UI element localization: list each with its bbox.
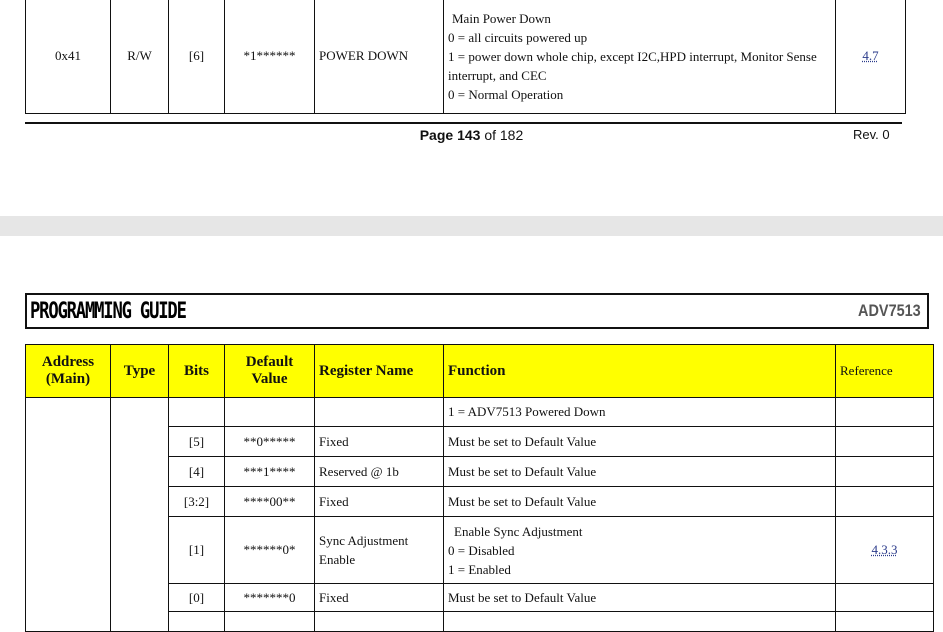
reference-link[interactable]: 4.3.3 (871, 542, 898, 557)
page-current: 143 (457, 127, 481, 143)
bits-cell: [4] (169, 457, 225, 487)
header-default: Default Value (225, 345, 315, 398)
reference-cell (836, 398, 934, 427)
function-cell (444, 517, 836, 584)
default-cell (225, 612, 315, 632)
register-name-cell (315, 612, 444, 632)
header-register-name: Register Name (315, 345, 444, 398)
page-total: of 182 (484, 127, 524, 143)
register-name-cell: Fixed (315, 584, 444, 612)
function-cell (444, 0, 836, 113)
bits-cell: [1] (169, 517, 225, 584)
type-cell (111, 398, 169, 632)
page-label: Page (419, 127, 454, 143)
function-line: 1 = power down whole chip, except I2C,HPD interrupt, Monitor Sense interrupt, and CEC (448, 48, 817, 83)
bits-cell: [6] (169, 0, 225, 113)
header-address: Address (Main) (26, 345, 111, 398)
bits-cell (169, 398, 225, 427)
top-register-table (25, 0, 906, 114)
bits-cell: [3:2] (169, 487, 225, 517)
bits-cell: [0] (169, 584, 225, 612)
register-name-cell: POWER DOWN (315, 0, 444, 113)
reference-link[interactable]: 4.7 (862, 48, 879, 64)
bits-cell (169, 612, 225, 632)
register-name-cell: Fixed (315, 487, 444, 517)
page-header (25, 293, 929, 329)
header-bits: Bits (169, 345, 225, 398)
table-row (26, 398, 934, 427)
default-cell: *1****** (225, 0, 315, 113)
header-type: Type (111, 345, 169, 398)
reference-cell (836, 457, 934, 487)
default-cell: ****00** (225, 487, 315, 517)
function-line: 1 = Enabled (448, 561, 511, 577)
register-name-cell: Sync Adjustment Enable (315, 517, 444, 584)
reference-cell (836, 487, 934, 517)
function-cell: Must be set to Default Value (444, 584, 836, 612)
function-cell: 1 = ADV7513 Powered Down (444, 398, 836, 427)
function-line: 0 = all circuits powered up (448, 29, 588, 45)
address-cell (26, 398, 111, 632)
reference-cell (836, 517, 934, 584)
reference-cell (836, 427, 934, 457)
function-cell (444, 612, 836, 632)
function-line: Enable Sync Adjustment (454, 523, 583, 539)
address-cell: 0x41 (26, 0, 111, 113)
page-number (0, 127, 943, 143)
register-name-cell (315, 398, 444, 427)
function-cell: Must be set to Default Value (444, 427, 836, 457)
bits-cell: [5] (169, 427, 225, 457)
part-number: ADV7513 (858, 301, 921, 320)
reference-cell (836, 612, 934, 632)
function-line: Main Power Down (452, 10, 551, 26)
header-reference: Reference (836, 345, 934, 398)
default-cell: ******0* (225, 517, 315, 584)
document-title: PROGRAMMING GUIDE (30, 299, 186, 324)
header-function: Function (444, 345, 836, 398)
default-cell (225, 398, 315, 427)
function-cell: Must be set to Default Value (444, 457, 836, 487)
function-line: 0 = Normal Operation (448, 86, 564, 102)
register-name-cell: Fixed (315, 427, 444, 457)
type-cell: R/W (111, 0, 169, 113)
function-cell: Must be set to Default Value (444, 487, 836, 517)
register-table (25, 344, 934, 632)
function-line: 0 = Disabled (448, 542, 515, 558)
default-cell: *******0 (225, 584, 315, 612)
reference-cell (836, 0, 906, 113)
default-cell: **0***** (225, 427, 315, 457)
footer-rule (25, 122, 902, 124)
revision: Rev. 0 (853, 127, 890, 142)
register-name-cell: Reserved @ 1b (315, 457, 444, 487)
page-gap (0, 216, 943, 236)
reference-cell (836, 584, 934, 612)
table-header-row (26, 345, 934, 398)
table-row (26, 0, 906, 113)
default-cell: ***1**** (225, 457, 315, 487)
